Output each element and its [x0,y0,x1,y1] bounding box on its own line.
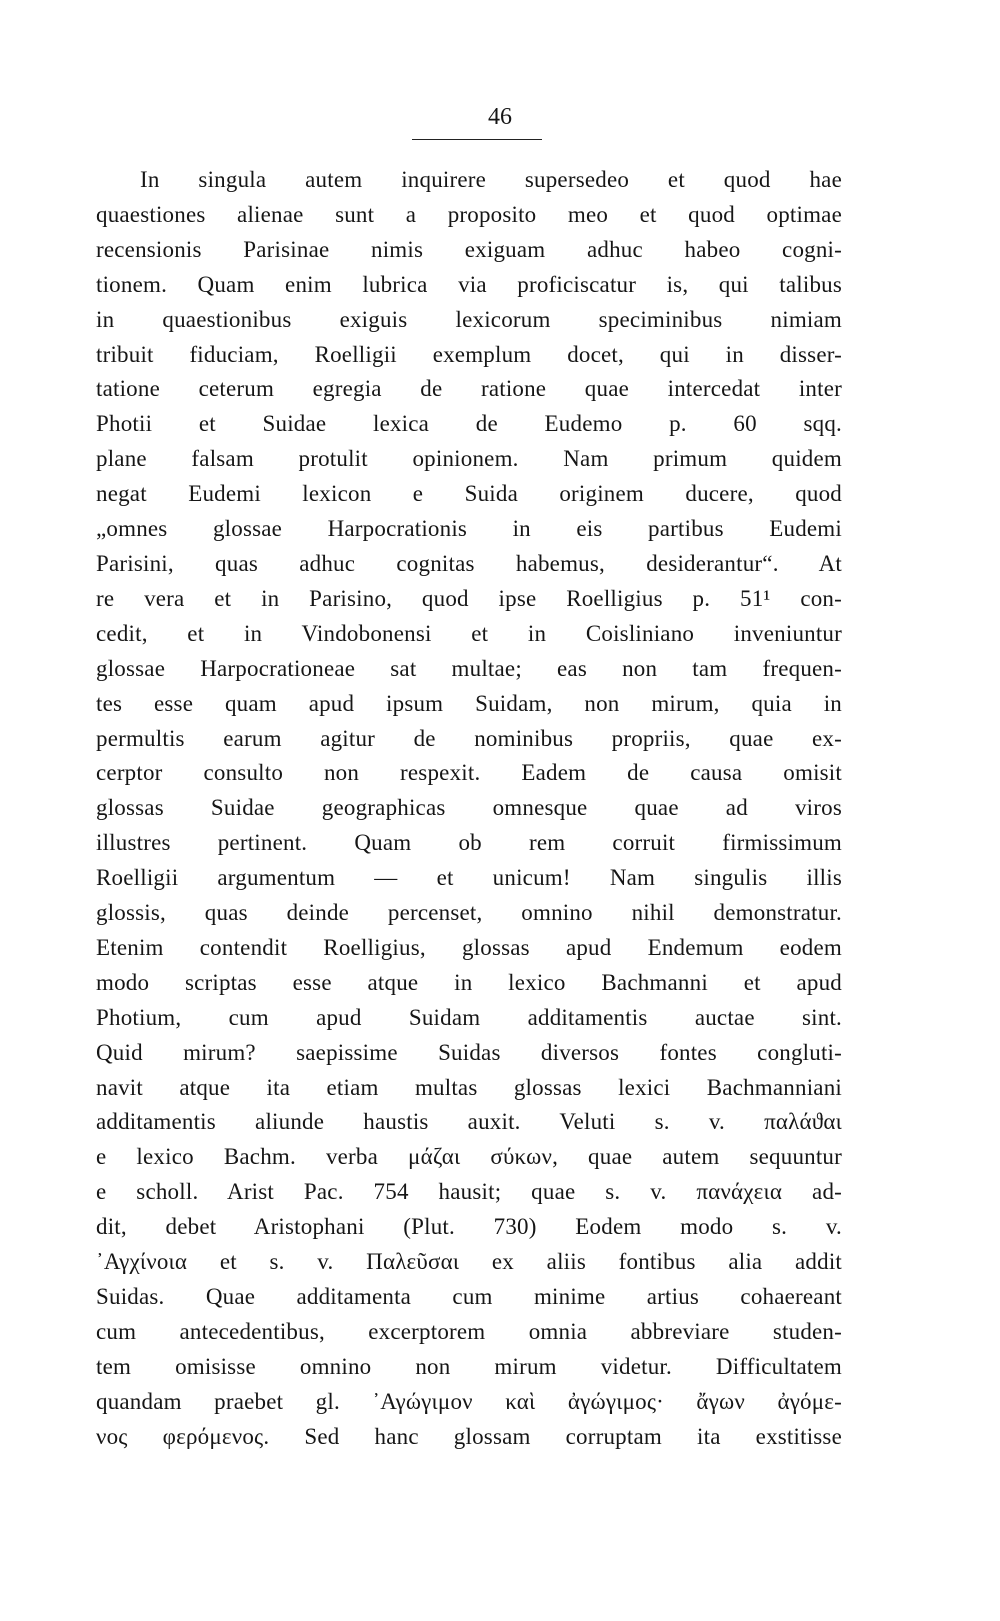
text-line: cedit, et in Vindobonensi et in Coisliniano inveniuntur [96,620,842,646]
header-rule [412,139,542,140]
text-line: plane falsam protulit opinionem. Nam primum quidem [96,446,842,472]
body-text [96,163,842,1455]
text-line: In singula autem inquirere supersedeo et quod hae [140,167,842,192]
text-line: tatione ceterum egregia de ratione quae intercedat inter [96,376,842,402]
text-line: in quaestionibus exiguis lexicorum speciminibus nimiam [96,306,842,332]
text-line: glossae Harpocrationeae sat multae; eas non tam frequen- [96,655,842,681]
text-line: cum antecedentibus, excerptorem omnia abbreviare studen- [96,1318,842,1344]
text-line: permultis earum agitur de nominibus propriis, quae ex- [96,725,842,751]
text-line: illustres pertinent. Quam ob rem corruit firmissimum [96,830,842,856]
text-line: e lexico Bachm. verba μάζαι σύκων, quae autem sequuntur [96,1144,842,1170]
text-line: re vera et in Parisino, quod ipse Roelligius p. 51¹ con- [96,585,842,611]
text-line: Parisini, quas adhuc cognitas habemus, desiderantur“. At [96,550,842,576]
text-line: tem omisisse omnino non mirum videtur. Difficultatem [96,1353,842,1379]
text-line: recensionis Parisinae nimis exiguam adhuc habeo cogni- [96,236,842,262]
text-line: Photium, cum apud Suidam additamentis auctae sint. [96,1004,842,1030]
text-line: dit, debet Aristophani (Plut. 730) Eodem modo s. v. [96,1214,842,1240]
text-line: Photii et Suidae lexica de Eudemo p. 60 sqq. [96,411,842,437]
text-line: tionem. Quam enim lubrica via proficiscatur is, qui talibus [96,271,842,297]
text-line: Etenim contendit Roelligius, glossas apud Endemum eodem [96,934,842,960]
text-line: Roelligii argumentum — et unicum! Nam singulis illis [96,865,842,891]
text-line: tes esse quam apud ipsum Suidam, non mirum, quia in [96,690,842,716]
text-line: additamentis aliunde haustis auxit. Veluti s. v. παλάϑαι [96,1109,842,1135]
page-number: 46 [488,104,512,130]
text-line: tribuit fiduciam, Roelligii exemplum docet, qui in disser- [96,341,842,367]
text-line: quaestiones alienae sunt a proposito meo et quod optimae [96,201,842,227]
text-line: glossis, quas deinde percenset, omnino nihil demonstratur. [96,900,842,926]
text-line: νος φερόμενος. Sed hanc glossam corruptam ita exstitisse [96,1423,842,1449]
text-line: Suidas. Quae additamenta cum minime artius cohaereant [96,1284,842,1309]
text-line: e scholl. Arist Pac. 754 hausit; quae s. v. πανάχεια ad- [96,1179,842,1205]
text-line: ᾿Αγχίνοια et s. v. Παλεῦσαι ex aliis fontibus alia addit [96,1249,842,1275]
text-line: „omnes glossae Harpocrationis in eis partibus Eudemi [96,516,842,542]
text-line: glossas Suidae geographicas omnesque quae ad viros [96,795,842,821]
text-line: cerptor consulto non respexit. Eadem de causa omisit [96,760,842,786]
text-line: negat Eudemi lexicon e Suida originem ducere, quod [96,481,842,507]
text-line: quandam praebet gl. ᾿Αγώγιμον καὶ ἀγώγιμος· ἄγων ἀγόμε- [96,1388,842,1414]
text-line: navit atque ita etiam multas glossas lexici Bachmanniani [96,1074,842,1100]
text-line: modo scriptas esse atque in lexico Bachmanni et apud [96,969,842,995]
text-line: Quid mirum? saepissime Suidas diversos fontes congluti- [96,1039,842,1065]
